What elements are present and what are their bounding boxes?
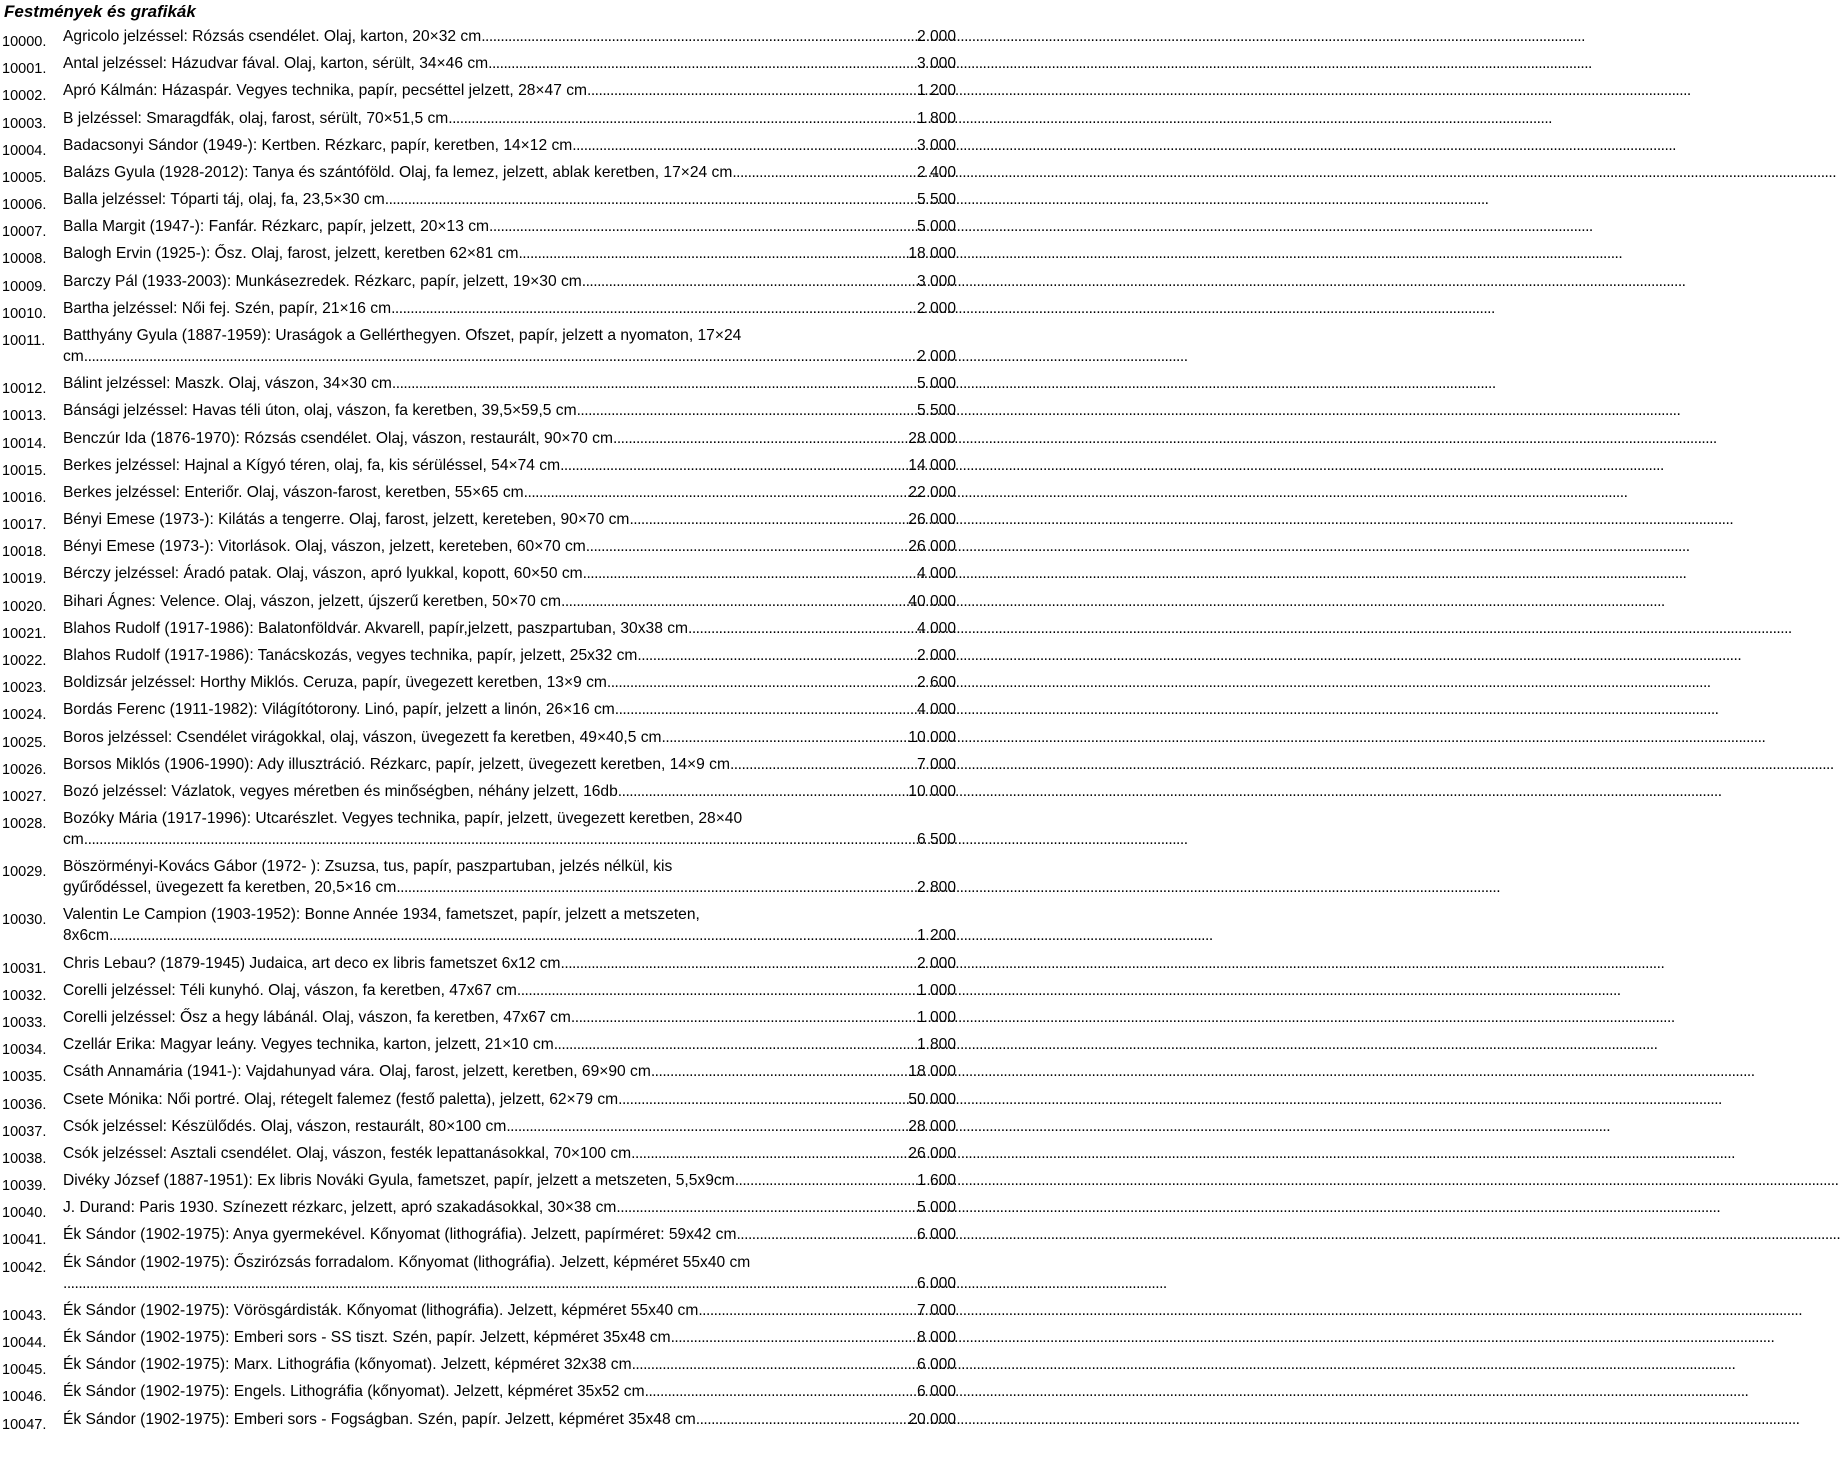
entry-description [63, 1034, 956, 1055]
entry-description [63, 26, 956, 47]
lot-number: 10030. [2, 912, 47, 929]
entry-line [63, 618, 956, 639]
entry-text: Boldizsár jelzéssel: Horthy Miklós. Ceruza, papír, üvegezett keretben, 13×9 cm [63, 674, 607, 692]
lot-number: 10042. [2, 1259, 47, 1276]
dot-leader [109, 925, 917, 946]
entry-description [63, 189, 956, 210]
entry-text: Badacsonyi Sándor (1949-): Kertben. Rézkarc, papír, keretben, 14×12 cm [63, 136, 573, 154]
entry-description [63, 1409, 956, 1430]
entry-text: Ék Sándor (1902-1975): Emberi sors - Fogságban. Szén, papír. Jelzett, képméret 35x48 cm [63, 1410, 696, 1428]
entry-line [63, 482, 956, 503]
page-heading: Festmények és grafikák [4, 2, 196, 21]
entry-description [63, 645, 956, 666]
entry-text: Ék Sándor (1902-1975): Marx. Lithográfia (kőnyomat). Jelzett, képméret 32x38 cm [63, 1356, 632, 1374]
entry-text: Ék Sándor (1902-1975): Engels. Lithográfia (kőnyomat). Jelzett, képméret 35x52 cm [63, 1383, 645, 1401]
entry-description [63, 1224, 956, 1245]
entry-description [63, 1252, 956, 1294]
lot-number: 10026. [2, 761, 47, 778]
starting-price: 2 000 [916, 299, 956, 317]
entry-description [63, 672, 956, 693]
starting-price: 10 000 [908, 728, 956, 746]
entry-line [63, 400, 956, 421]
entry-text: Borsos Miklós (1906-1990): Ady illusztráció. Rézkarc, papír, jelzett, üvegezett keretben, 14×9 cm [63, 755, 730, 773]
lot-number: 10004. [2, 142, 47, 159]
entry-text: Ék Sándor (1902-1975): Vörösgárdisták. Kőnyomat (lithográfia). Jelzett, képméret 55x40 cm [63, 1301, 699, 1319]
entry-text: Csáth Annamária (1941-): Vajdahunyad vára. Olaj, farost, jelzett, keretben, 69×90 cm [63, 1063, 651, 1081]
starting-price: 5 000 [916, 1199, 956, 1217]
entry-line [63, 373, 956, 394]
starting-price: 6 000 [916, 1383, 956, 1401]
dot-leader [651, 1061, 908, 1082]
starting-price: 6 000 [916, 1226, 956, 1244]
dot-leader [488, 53, 917, 74]
entry-description [63, 325, 956, 367]
entry-text: Bényi Emese (1973-): Vitorlások. Olaj, vászon, jelzett, kereteben, 60×70 cm [63, 538, 586, 556]
lot-number: 10016. [2, 489, 47, 506]
lot-number: 10013. [2, 408, 47, 425]
entry-line [63, 1273, 956, 1294]
dot-leader [84, 829, 917, 850]
lot-number: 10031. [2, 960, 47, 977]
entry-text: Balogh Ervin (1925-): Ősz. Olaj, farost, jelzett, keretben 62×81 cm [63, 245, 519, 263]
entry-description [63, 298, 956, 319]
entry-text: Balla jelzéssel: Tóparti táj, olaj, fa, 23,5×30 cm [63, 191, 385, 209]
dot-leader [587, 80, 917, 101]
dot-leader [561, 591, 908, 612]
entry-line [63, 189, 956, 210]
dot-leader [637, 645, 917, 666]
entry-description [63, 591, 956, 612]
dot-leader [735, 1170, 917, 1191]
lot-number: 10021. [2, 625, 47, 642]
entry-line [63, 53, 956, 74]
entry-description [63, 509, 956, 530]
entry-text: Bihari Ágnes: Velence. Olaj, vászon, jelzett, újszerű keretben, 50×70 cm [63, 592, 561, 610]
dot-leader [613, 428, 908, 449]
lot-number: 10039. [2, 1178, 47, 1194]
lot-number: 10046. [2, 1389, 47, 1406]
entry-line [63, 135, 956, 156]
entry-line [63, 1409, 956, 1430]
entry-line [63, 699, 956, 720]
entry-text: gyűrődéssel, üvegezett fa keretben, 20,5×16 cm [63, 879, 397, 897]
starting-price: 4 000 [916, 565, 956, 583]
entry-description [63, 243, 956, 264]
lot-number: 10025. [2, 734, 47, 751]
entry-description [63, 1061, 956, 1082]
entry-text: Berkes jelzéssel: Hajnal a Kígyó téren, olaj, fa, kis sérüléssel, 54×74 cm [63, 456, 561, 474]
dot-leader [732, 162, 917, 183]
entry-description [63, 1143, 956, 1164]
lot-number: 10009. [2, 278, 47, 295]
entry-text: Ék Sándor (1902-1975): Emberi sors - SS tiszt. Szén, papír. Jelzett, képméret 35x48 cm [63, 1328, 671, 1346]
entry-first-line: Ék Sándor (1902-1975): Őszirózsás forradalom. Kőnyomat (lithográfia). Jelzett, képméret 55x40 cm [63, 1253, 751, 1271]
dot-leader [481, 26, 917, 47]
entry-line [63, 108, 956, 129]
starting-price: 14 000 [908, 456, 956, 474]
entry-description [63, 271, 956, 292]
entry-description [63, 1300, 956, 1321]
entry-text: Bényi Emese (1973-): Kilátás a tengerre. Olaj, farost, jelzett, kereteben, 90×70 cm [63, 511, 630, 529]
entry-description [63, 455, 956, 476]
entry-line [63, 1354, 956, 1375]
starting-price: 3 000 [916, 272, 956, 290]
lot-number: 10018. [2, 544, 47, 561]
entry-line [63, 953, 956, 974]
starting-price: 2 600 [916, 674, 956, 692]
entry-description [63, 1116, 956, 1137]
starting-price: 28 000 [908, 429, 956, 447]
dot-leader [688, 618, 917, 639]
entry-text: Csók jelzéssel: Készülődés. Olaj, vászon, restaurált, 80×100 cm [63, 1117, 507, 1135]
entry-first-line: Böszörményi-Kovács Gábor (1972- ): Zsuzsa, tus, papír, paszpartuban, jelzés nélkül, kis [63, 858, 673, 876]
dot-leader [586, 536, 909, 557]
lot-number: 10035. [2, 1069, 47, 1086]
starting-price: 6 500 [916, 831, 956, 848]
lot-number: 10020. [2, 598, 47, 615]
entry-description [63, 482, 956, 503]
entry-first-line: Batthyány Gyula (1887-1959): Uraságok a Gellérthegyen. Ofszet, papír, jelzett a nyomaton, 17×24 [63, 327, 742, 344]
entry-description [63, 808, 956, 850]
entry-text: 8x6cm [63, 927, 109, 945]
starting-price: 7 000 [916, 755, 956, 773]
entry-first-line: Valentin Le Campion (1903-1952): Bonne Année 1934, fametszet, papír, jelzett a metszeten, [63, 906, 700, 924]
starting-price: 3 000 [916, 55, 956, 73]
dot-leader [736, 1224, 917, 1245]
entry-line [63, 80, 956, 101]
lot-number: 10003. [2, 115, 47, 132]
entry-description [63, 1327, 956, 1348]
dot-leader [631, 1143, 908, 1164]
entry-description [63, 216, 956, 237]
dot-leader [560, 455, 908, 476]
starting-price: 26 000 [908, 511, 956, 529]
starting-price: 2 000 [916, 348, 956, 365]
entry-text: Balla Margit (1947-): Fanfár. Rézkarc, papír, jelzett, 20×13 cm [63, 218, 489, 236]
entry-text: cm [63, 348, 84, 365]
starting-price: 2 800 [916, 879, 956, 897]
dot-leader [583, 563, 917, 584]
entry-description [63, 1170, 956, 1191]
entry-line [63, 271, 956, 292]
dot-leader [571, 1007, 917, 1028]
entry-description [63, 563, 956, 584]
entry-text: Blahos Rudolf (1917-1986): Balatonföldvár. Akvarell, papír,jelzett, paszpartuban, 30x38 cm [63, 619, 688, 637]
dot-leader [506, 1116, 908, 1137]
lot-number: 10029. [2, 864, 47, 881]
dot-leader [607, 672, 917, 693]
starting-price: 1 800 [916, 109, 956, 127]
entry-line [63, 1327, 956, 1348]
dot-leader [696, 1409, 909, 1430]
dot-leader [385, 189, 917, 210]
lot-number: 10027. [2, 788, 47, 805]
lot-number: 10047. [2, 1416, 47, 1433]
lot-number: 10033. [2, 1014, 47, 1031]
entry-text: Divéky József (1887-1951): Ex libris Nováki Gyula, fametszet, papír, jelzett a metszeten, 5,5x9cm [63, 1172, 735, 1189]
entry-text: Bálint jelzéssel: Maszk. Olaj, vászon, 34×30 cm [63, 375, 392, 393]
entry-text: Bordás Ferenc (1911-1982): Világítótorony. Linó, papír, jelzett a linón, 26×16 cm [63, 701, 615, 719]
entry-description [63, 53, 956, 74]
starting-price: 26 000 [908, 1144, 956, 1162]
entry-line [63, 1143, 956, 1164]
entry-text: Chris Lebau? (1879-1945) Judaica, art deco ex libris fametszet 6x12 cm [63, 954, 561, 972]
dot-leader [618, 781, 909, 802]
lot-number: 10019. [2, 571, 47, 588]
entry-line [63, 1300, 956, 1321]
lot-number: 10024. [2, 707, 47, 724]
entry-text: Corelli jelzéssel: Ősz a hegy lábánál. Olaj, vászon, fa keretben, 47x67 cm [63, 1008, 571, 1026]
entry-description [63, 1197, 956, 1218]
dot-leader [396, 877, 917, 898]
dot-leader [392, 373, 917, 394]
entry-text: Boros jelzéssel: Csendélet virágokkal, olaj, vászon, üvegezett fa keretben, 49×40,5 cm [63, 728, 662, 746]
dot-leader [632, 1354, 917, 1375]
lot-number: 10045. [2, 1362, 47, 1379]
entry-description [63, 953, 956, 974]
entry-line [63, 1007, 956, 1028]
entry-description [63, 980, 956, 1001]
dot-leader [63, 1273, 917, 1294]
entry-line [63, 877, 956, 898]
lot-number: 10011. [2, 333, 46, 349]
dot-leader [572, 135, 917, 156]
starting-price: 2 000 [916, 647, 956, 664]
entry-text: Bánsági jelzéssel: Havas téli úton, olaj, vászon, fa keretben, 39,5×59,5 cm [63, 402, 577, 420]
lot-number: 10041. [2, 1232, 47, 1249]
entry-text: Berkes jelzéssel: Enteriőr. Olaj, vászon-farost, keretben, 55×65 cm [63, 483, 524, 501]
starting-price: 22 000 [908, 483, 956, 501]
entry-description [63, 135, 956, 156]
entry-line [63, 829, 956, 850]
lot-number: 10008. [2, 251, 47, 268]
starting-price: 5 000 [916, 218, 956, 236]
entry-text: cm [63, 831, 84, 848]
entry-description [63, 428, 956, 449]
lot-number: 10017. [2, 517, 47, 534]
entry-description [63, 699, 956, 720]
starting-price: 20 000 [908, 1410, 956, 1428]
entry-text: Balázs Gyula (1928-2012): Tanya és szántóföld. Olaj, fa lemez, jelzett, ablak keretben, 17×24 cm [63, 163, 733, 181]
lot-number: 10007. [2, 224, 47, 241]
entry-line [63, 563, 956, 584]
starting-price: 50 000 [908, 1090, 956, 1108]
lot-number: 10001. [2, 61, 47, 78]
entry-description [63, 1007, 956, 1028]
entry-line [63, 727, 956, 748]
entry-line [63, 925, 956, 946]
entry-line [63, 1034, 956, 1055]
entry-text: Agricolo jelzéssel: Rózsás csendélet. Olaj, karton, 20×32 cm [63, 28, 482, 45]
dot-leader [582, 271, 917, 292]
entry-description [63, 373, 956, 394]
starting-price: 5 500 [916, 402, 956, 420]
entry-first-line: Bozóky Mária (1917-1996): Utcarészlet. Vegyes technika, papír, jelzett, üvegezett keretben, 28×40 [63, 810, 743, 827]
dot-leader [448, 108, 917, 129]
entry-line [63, 1089, 956, 1110]
dot-leader [618, 1089, 908, 1110]
starting-price: 1 000 [916, 981, 956, 999]
entry-line [63, 980, 956, 1001]
entry-description [63, 80, 956, 101]
entry-line [63, 216, 956, 237]
lot-number: 10038. [2, 1150, 47, 1167]
entry-line [63, 428, 956, 449]
starting-price: 1 000 [916, 1008, 956, 1026]
dot-leader [518, 243, 908, 264]
entry-description [63, 162, 956, 183]
dot-leader [577, 400, 917, 421]
lot-number: 10010. [2, 305, 47, 322]
entry-text: Csete Mónika: Női portré. Olaj, rétegelt falemez (festő paletta), jelzett, 62×79 cm [63, 1090, 619, 1108]
entry-description [63, 904, 956, 946]
entry-description [63, 108, 956, 129]
starting-price: 8 000 [916, 1328, 956, 1346]
starting-price: 3 000 [916, 136, 956, 154]
entry-description [63, 536, 956, 557]
lot-number: 10044. [2, 1334, 47, 1351]
entry-line [63, 1170, 956, 1191]
lot-number: 10034. [2, 1042, 47, 1059]
starting-price: 1 600 [916, 1172, 956, 1189]
lot-number: 10014. [2, 435, 47, 452]
entry-text: Ék Sándor (1902-1975): Anya gyermekével. Kőnyomat (lithográfia). Jelzett, papírméret: 59x42 cm [63, 1226, 737, 1244]
entry-line [63, 346, 956, 367]
entry-line [63, 1224, 956, 1245]
starting-price: 2 000 [916, 28, 956, 45]
dot-leader [84, 346, 917, 367]
entry-line [63, 1061, 956, 1082]
dot-leader [629, 509, 908, 530]
entry-line [63, 781, 956, 802]
entry-line [63, 298, 956, 319]
entry-line [63, 1116, 956, 1137]
dot-leader [616, 1197, 917, 1218]
starting-price: 40 000 [908, 592, 956, 610]
entry-description [63, 781, 956, 802]
starting-price: 10 000 [908, 782, 956, 800]
starting-price: 4 000 [916, 701, 956, 719]
starting-price: 1 800 [916, 1036, 956, 1054]
dot-leader [615, 699, 917, 720]
entry-text: Blahos Rudolf (1917-1986): Tanácskozás, vegyes technika, papír, jelzett, 25x32 cm [63, 647, 638, 664]
dot-leader [391, 298, 917, 319]
entry-description [63, 754, 956, 775]
starting-price: 18 000 [908, 1063, 956, 1081]
entry-line [63, 645, 956, 666]
entry-text: Barczy Pál (1933-2003): Munkásezredek. Rézkarc, papír, jelzett, 19×30 cm [63, 272, 582, 290]
entry-line [63, 509, 956, 530]
entry-text: B jelzéssel: Smaragdfák, olaj, farost, sérült, 70×51,5 cm [63, 109, 449, 127]
entry-line [63, 754, 956, 775]
starting-price: 1 200 [916, 927, 956, 945]
entry-text: Czellár Erika: Magyar leány. Vegyes technika, karton, jelzett, 21×10 cm [63, 1036, 554, 1054]
lot-number: 10032. [2, 987, 47, 1004]
starting-price: 18 000 [908, 245, 956, 263]
dot-leader [517, 980, 917, 1001]
entry-description [63, 1354, 956, 1375]
starting-price: 6 000 [916, 1274, 956, 1292]
starting-price: 1 200 [916, 82, 956, 100]
dot-leader [671, 1327, 917, 1348]
entry-line [63, 26, 956, 47]
entry-line [63, 591, 956, 612]
lot-number: 10015. [2, 462, 47, 479]
dot-leader [554, 1034, 917, 1055]
starting-price: 7 000 [916, 1301, 956, 1319]
starting-price: 2 400 [916, 163, 956, 181]
lot-number: 10037. [2, 1123, 47, 1140]
entry-description [63, 856, 956, 898]
entry-description [63, 400, 956, 421]
starting-price: 2 000 [916, 954, 956, 972]
entry-description [63, 618, 956, 639]
dot-leader [524, 482, 909, 503]
entry-text: Corelli jelzéssel: Téli kunyhó. Olaj, vászon, fa keretben, 47x67 cm [63, 981, 517, 999]
dot-leader [698, 1300, 917, 1321]
entry-text: Bartha jelzéssel: Női fej. Szén, papír, 21×16 cm [63, 299, 392, 317]
entry-line [63, 672, 956, 693]
starting-price: 26 000 [908, 538, 956, 556]
entry-description [63, 1381, 956, 1402]
dot-leader [645, 1381, 917, 1402]
lot-number: 10028. [2, 816, 47, 832]
entry-text: Apró Kálmán: Házaspár. Vegyes technika, papír, pecséttel jelzett, 28×47 cm [63, 82, 587, 100]
entry-line [63, 243, 956, 264]
lot-number: 10036. [2, 1096, 47, 1113]
lot-number: 10005. [2, 169, 47, 186]
lot-number: 10023. [2, 680, 47, 697]
entry-line [63, 1197, 956, 1218]
entry-description [63, 727, 956, 748]
lot-number: 10012. [2, 381, 47, 398]
entry-line [63, 162, 956, 183]
lot-number: 10022. [2, 653, 47, 669]
entry-text: Bérczy jelzéssel: Áradó patak. Olaj, vászon, apró lyukkal, kopott, 60×50 cm [63, 565, 583, 583]
entry-line [63, 1381, 956, 1402]
entry-line [63, 455, 956, 476]
lot-number: 10000. [2, 34, 47, 50]
dot-leader [561, 953, 917, 974]
dot-leader [489, 216, 917, 237]
starting-price: 5 000 [916, 375, 956, 393]
entry-description [63, 1089, 956, 1110]
lot-number: 10006. [2, 197, 47, 214]
entry-text: Benczúr Ida (1876-1970): Rózsás csendélet. Olaj, vászon, restaurált, 90×70 cm [63, 429, 613, 447]
entry-text: Bozó jelzéssel: Vázlatok, vegyes méretben és minőségben, néhány jelzett, 16db [63, 782, 618, 800]
entry-line [63, 536, 956, 557]
lot-number: 10043. [2, 1307, 47, 1324]
entry-text: Csók jelzéssel: Asztali csendélet. Olaj, vászon, festék lepattanásokkal, 70×100 cm [63, 1144, 632, 1162]
entry-text: J. Durand: Paris 1930. Színezett rézkarc, jelzett, apró szakadásokkal, 30×38 cm [63, 1199, 617, 1217]
entry-text: Antal jelzéssel: Házudvar fával. Olaj, karton, sérült, 34×46 cm [63, 55, 489, 73]
lot-number: 10002. [2, 88, 47, 105]
starting-price: 28 000 [908, 1117, 956, 1135]
dot-leader [730, 754, 917, 775]
lot-number: 10040. [2, 1205, 47, 1222]
starting-price: 5 500 [916, 191, 956, 209]
starting-price: 6 000 [916, 1356, 956, 1374]
dot-leader [662, 727, 909, 748]
starting-price: 4 000 [916, 619, 956, 637]
